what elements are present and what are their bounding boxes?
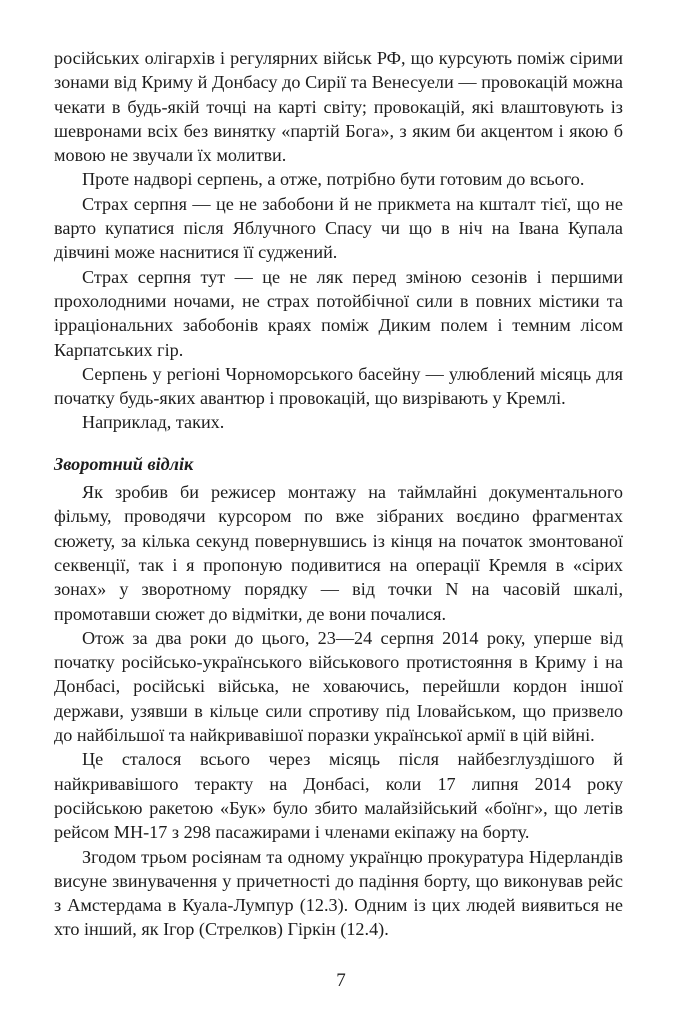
paragraph: Отож за два роки до цього, 23—24 серпня 2014 року, уперше від початку російсько-українського військового протистояння в Криму і на Донбасі, російські війська, не ховаючись, перейшли кордон іншої держави, узявши в кільце сили спротиву під Іловайськом, що призвело до найбільшої та найкривавішої поразки української армії в цій війні. xyxy=(54,627,623,746)
section-heading: Зворотний відлік xyxy=(54,453,194,474)
paragraph: Як зробив би режисер монтажу на таймлайні документального фільму, проводячи курсором по вже зібраних воєдино фрагментах сюжету, за кілька секунд повернувшись із кінця на початок змонтованої секвенції, так і я пропоную подивитися на операції Кремля в «сірих зонах» у зворотному порядку — від точки N на часовій шкалі, промотавши сюжет до відмітки, де вони почалися. xyxy=(54,482,623,624)
paragraph: Згодом трьом росіянам та одному українцю прокуратура Нідерландів висуне звинувачення у причетності до падіння борту, що виконував рейс з Амстердама в Куала-Лумпур (12.3). Одним із цих людей виявиться не хто інший, як Ігор (Стрелков) Гіркін (12.4). xyxy=(54,846,623,940)
page-number: 7 xyxy=(336,970,346,991)
paragraph: російських олігархів і регулярних військ РФ, що курсують поміж сірими зонами від Криму й Донбасу до Сирії та Венесуели — провокацій можна чекати в будь-якій точці на карті світу; провокацій, які влаштовують із шевронами всіх без винятку «партій Бога», з яким би акцентом і якою б мовою не звучали їх молитви. xyxy=(54,48,623,166)
paragraph: Проте надворі серпень, а отже, потрібно бути готовим до всього. xyxy=(82,169,585,190)
paragraph: Наприклад, таких. xyxy=(82,412,225,433)
book-page-body xyxy=(54,46,623,942)
paragraph: Страх серпня тут — це не ляк перед зміною сезонів і першими прохолодними ночами, не страх потойбічної сили в повних містики та ірраціональних забобонів краях поміж Диким полем і темним лісом Карпатських гір. xyxy=(54,266,623,360)
paragraph: Це сталося всього через місяць після найбезглуздішого й найкривавішого теракту на Донбасі, коли 17 липня 2014 року російською ракетою «Бук» було збито малайзійський «боїнг», що летів рейсом МН-17 з 298 пасажирами і членами екіпажу на борту. xyxy=(54,749,623,843)
paragraph: Страх серпня — це не забобони й не прикмета на кшталт тієї, що не варто купатися після Яблучного Спасу чи що в ніч на Івана Купала дівчині може наснитися її суджений. xyxy=(54,193,623,263)
paragraph: Серпень у регіоні Чорноморського басейну — улюблений місяць для початку будь-яких авантюр і провокацій, що визрівають у Кремлі. xyxy=(54,363,623,409)
